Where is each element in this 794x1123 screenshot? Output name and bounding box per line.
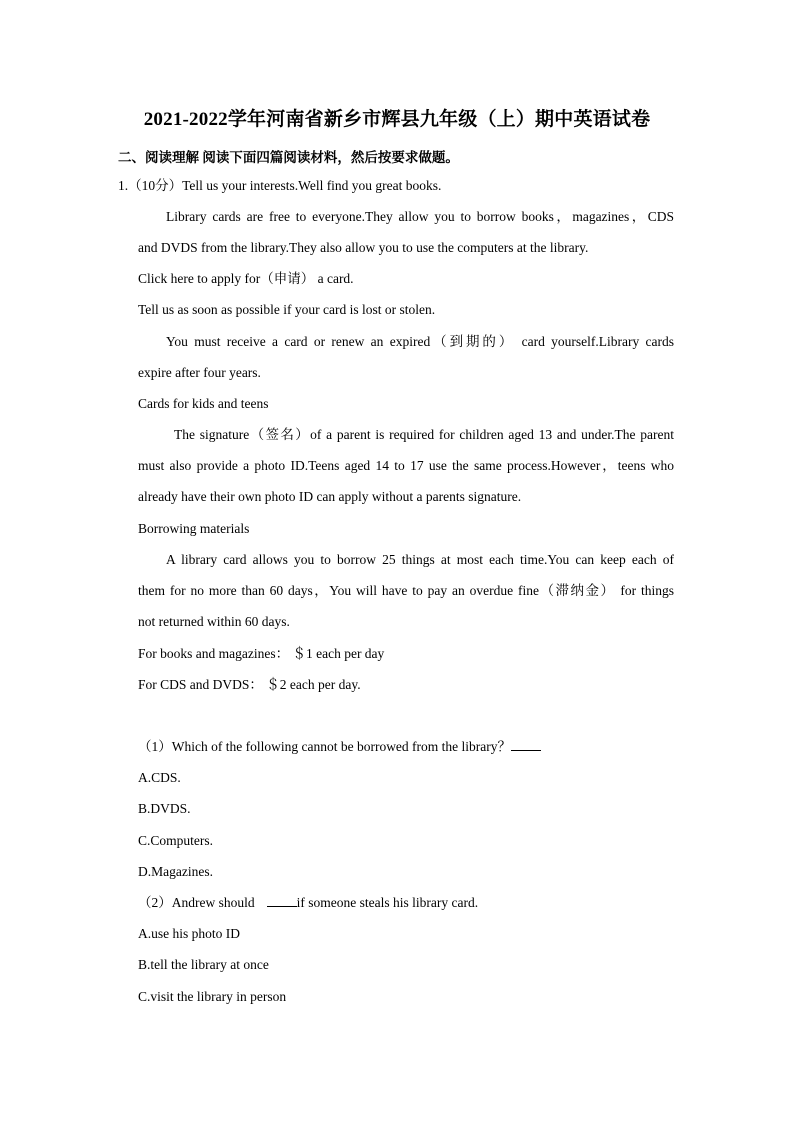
- question-1-1: [138, 738, 541, 756]
- paragraph-line: [138, 582, 674, 600]
- option-b: B.DVDS.: [138, 801, 191, 816]
- paragraph-text: A library card allows you to borrow 25 things at most each time.You can keep each of: [166, 552, 674, 567]
- paragraph-text: The signature（签名）of a parent is required for children aged 13 and under.The parent: [174, 427, 674, 442]
- paragraph-line: [138, 551, 674, 569]
- paragraph-line: [138, 333, 674, 351]
- question-1-2: [138, 894, 478, 912]
- question-text: if someone steals his library card.: [296, 895, 479, 910]
- option-b: B.tell the library at once: [138, 957, 269, 972]
- paragraph-line: expire after four years.: [138, 365, 261, 380]
- paragraph-line: Tell us as soon as possible if your card is lost or stolen.: [138, 302, 436, 317]
- section-heading: 二、阅读理解 阅读下面四篇阅读材料，然后按要求做题。: [118, 150, 459, 165]
- option-a: A.use his photo ID: [138, 926, 240, 941]
- paragraph-line: [138, 208, 674, 226]
- question-text: （1）Which of the following cannot be borrowed from the library？: [138, 739, 512, 754]
- paragraph-text: Library cards are free to everyone.They allow you to borrow books，magazines，CDS: [166, 209, 674, 224]
- paragraph-line: and DVDS from the library.They also allow you to use the computers at the library.: [138, 240, 589, 255]
- paragraph-line: already have their own photo ID can apply without a parents signature.: [138, 489, 522, 504]
- subheading-borrowing: Borrowing materials: [138, 521, 250, 536]
- fee-books: For books and magazines： ＄1 each per day: [138, 646, 385, 661]
- subheading-kids: Cards for kids and teens: [138, 396, 269, 411]
- answer-blank[interactable]: [267, 894, 297, 907]
- option-d: D.Magazines.: [138, 864, 213, 879]
- question-1-header: 1.（10分）Tell us your interests.Well find you great books.: [118, 178, 442, 193]
- paragraph-line: [138, 457, 674, 475]
- paragraph-line: [138, 426, 674, 444]
- option-a: A.CDS.: [138, 770, 181, 785]
- option-c: C.visit the library in person: [138, 989, 287, 1004]
- option-c: C.Computers.: [138, 833, 214, 848]
- fee-cds: For CDS and DVDS： ＄2 each per day.: [138, 677, 361, 692]
- paragraph-text: them for no more than 60 days，You will have to pay an overdue fine（滞纳金） for things: [138, 583, 674, 598]
- paragraph-line: Click here to apply for（申请） a card.: [138, 271, 354, 286]
- answer-blank[interactable]: [511, 738, 541, 751]
- paragraph-text: must also provide a photo ID.Teens aged 14 to 17 use the same process.However，teens who: [138, 458, 674, 473]
- paragraph-line: not returned within 60 days.: [138, 614, 290, 629]
- paragraph-text: You must receive a card or renew an expired（到期的） card yourself.Library cards: [166, 334, 674, 349]
- page-title: 2021-2022学年河南省新乡市辉县九年级（上）期中英语试卷: [143, 109, 651, 130]
- question-text: （2）Andrew should: [138, 895, 255, 910]
